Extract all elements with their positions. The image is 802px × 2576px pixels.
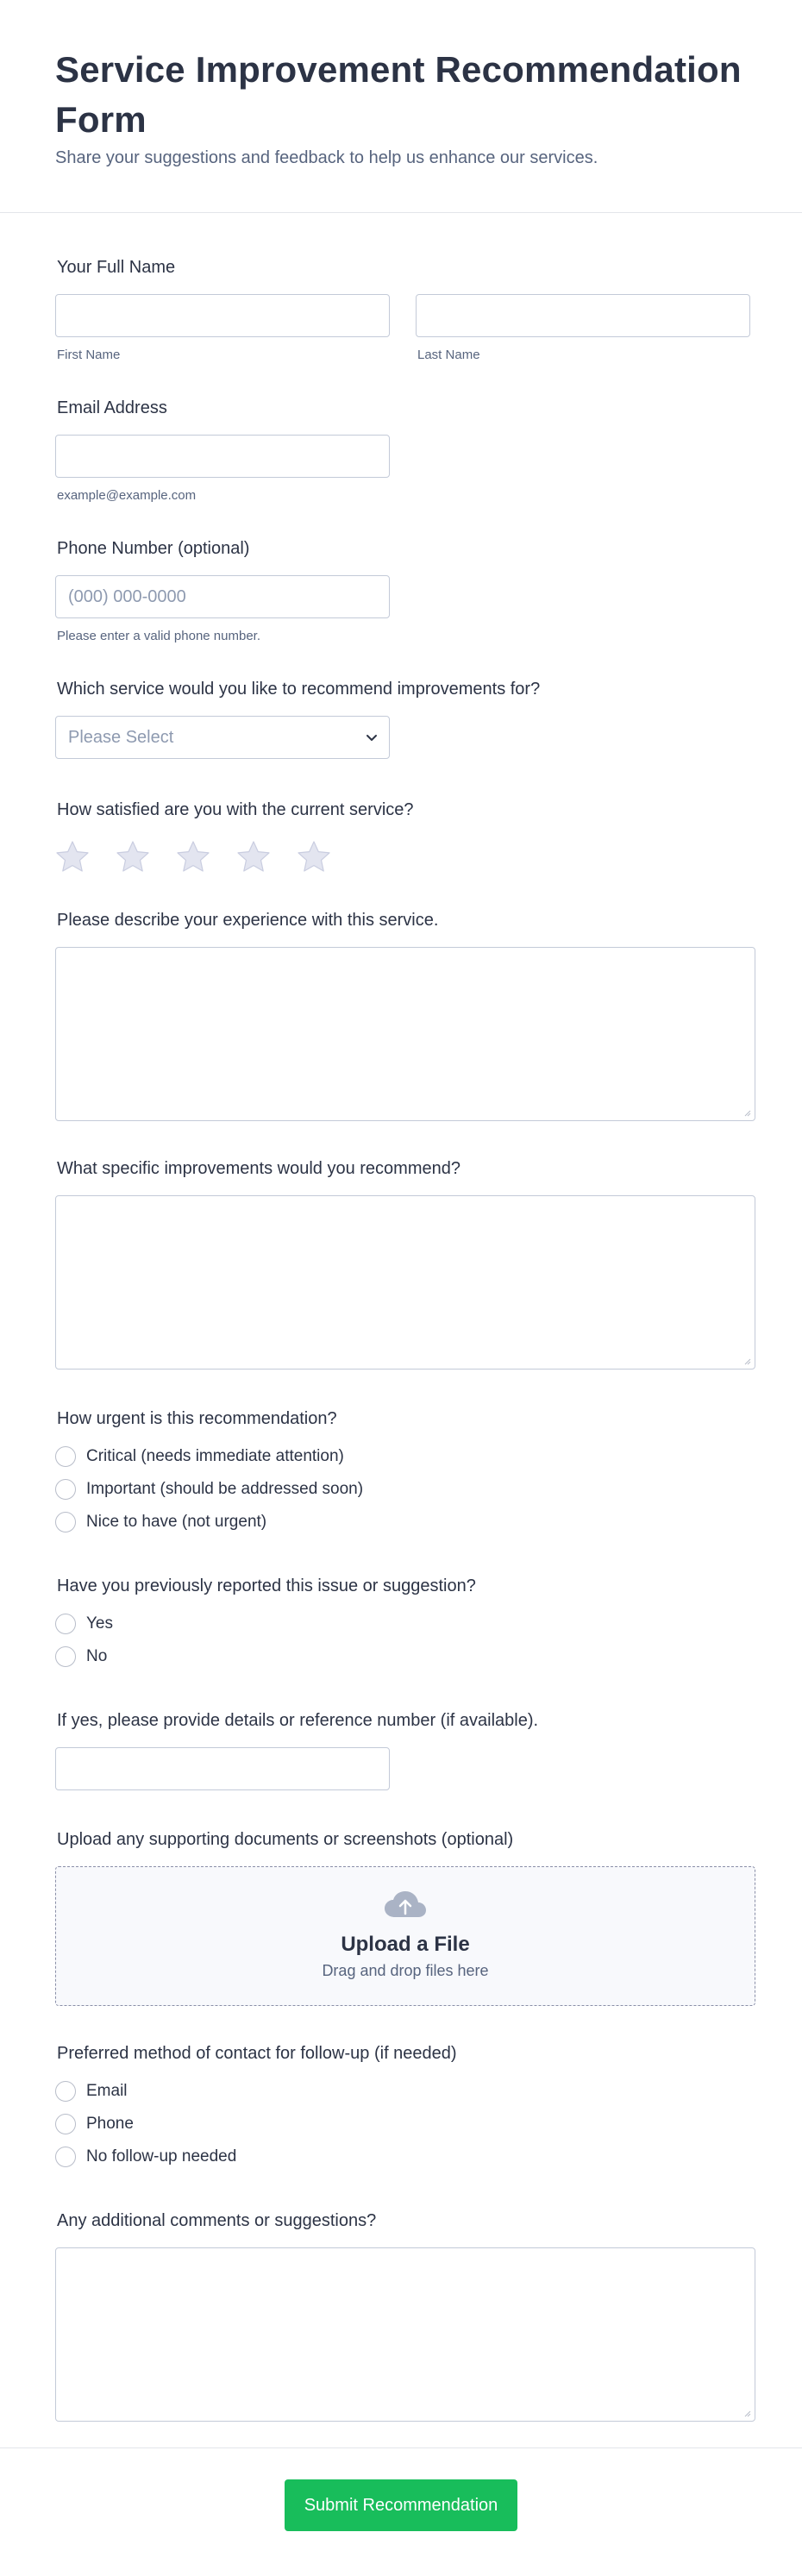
phone-input[interactable] bbox=[55, 575, 390, 618]
radio-button[interactable] bbox=[55, 1479, 76, 1500]
urgency-field bbox=[55, 1407, 747, 1539]
radio-label: Critical (needs immediate attention) bbox=[86, 1447, 344, 1465]
comments-field bbox=[55, 2209, 747, 2422]
radio-label: Yes bbox=[86, 1614, 113, 1633]
star-rating bbox=[55, 840, 747, 874]
satisfaction-field bbox=[55, 799, 747, 874]
email-field bbox=[55, 397, 747, 503]
last-name-input[interactable] bbox=[416, 294, 750, 337]
upload-subtitle: Drag and drop files here bbox=[322, 1962, 489, 1979]
contact-option-phone[interactable] bbox=[55, 2108, 747, 2140]
form-subtitle: Share your suggestions and feedback to help us enhance our services. bbox=[55, 148, 598, 167]
phone-sublabel: Please enter a valid phone number. bbox=[57, 629, 260, 643]
contact-method-label: Preferred method of contact for follow-up (if needed) bbox=[57, 2044, 457, 2063]
star-icon[interactable] bbox=[236, 840, 271, 874]
form-header bbox=[0, 0, 802, 213]
reference-label: If yes, please provide details or reference number (if available). bbox=[57, 1711, 539, 1730]
form-body bbox=[0, 213, 802, 2422]
form-footer bbox=[0, 2448, 802, 2531]
radio-label: Important (should be addressed soon) bbox=[86, 1480, 364, 1498]
form-title: Service Improvement Recommendation Form bbox=[55, 49, 742, 140]
radio-label: Nice to have (not urgent) bbox=[86, 1513, 267, 1531]
last-name-group bbox=[416, 294, 750, 362]
urgency-option-critical[interactable] bbox=[55, 1440, 747, 1473]
radio-button[interactable] bbox=[55, 1614, 76, 1634]
radio-label: No follow-up needed bbox=[86, 2147, 237, 2165]
star-icon[interactable] bbox=[116, 840, 150, 874]
radio-button[interactable] bbox=[55, 1646, 76, 1667]
urgency-label: How urgent is this recommendation? bbox=[57, 1409, 337, 1428]
reference-input[interactable] bbox=[55, 1747, 390, 1790]
upload-field bbox=[55, 1828, 747, 2006]
contact-option-no-follow-up[interactable] bbox=[55, 2140, 747, 2173]
contact-option-email[interactable] bbox=[55, 2075, 747, 2108]
comments-label: Any additional comments or suggestions? bbox=[57, 2211, 377, 2230]
improvements-textarea[interactable] bbox=[55, 1195, 755, 1369]
previously-reported-label: Have you previously reported this issue or suggestion? bbox=[57, 1576, 476, 1595]
first-name-group bbox=[55, 294, 390, 362]
radio-label: Phone bbox=[86, 2115, 134, 2133]
star-icon[interactable] bbox=[55, 840, 90, 874]
radio-label: Email bbox=[86, 2082, 128, 2100]
full-name-field bbox=[55, 256, 747, 362]
radio-label: No bbox=[86, 1647, 108, 1665]
phone-field bbox=[55, 537, 747, 643]
email-input[interactable] bbox=[55, 435, 390, 478]
service-select[interactable] bbox=[55, 716, 390, 759]
email-sublabel: example@example.com bbox=[57, 488, 197, 503]
service-label: Which service would you like to recommend improvements for? bbox=[57, 680, 541, 699]
resize-handle-icon[interactable] bbox=[742, 1357, 751, 1365]
contact-method-options bbox=[55, 2075, 747, 2173]
radio-button[interactable] bbox=[55, 2114, 76, 2134]
radio-button[interactable] bbox=[55, 1446, 76, 1467]
star-icon[interactable] bbox=[176, 840, 210, 874]
comments-textarea[interactable] bbox=[55, 2247, 755, 2422]
urgency-option-important[interactable] bbox=[55, 1473, 747, 1506]
improvements-label: What specific improvements would you recommend? bbox=[57, 1159, 461, 1178]
experience-label: Please describe your experience with this service. bbox=[57, 911, 439, 930]
service-field bbox=[55, 678, 747, 759]
last-name-sublabel: Last Name bbox=[417, 348, 480, 362]
service-select-value: Please Select bbox=[55, 716, 390, 759]
submit-button[interactable]: Submit Recommendation bbox=[285, 2479, 517, 2531]
first-name-sublabel: First Name bbox=[57, 348, 121, 362]
urgency-option-nice-to-have[interactable] bbox=[55, 1506, 747, 1539]
resize-handle-icon[interactable] bbox=[742, 2409, 751, 2417]
radio-button[interactable] bbox=[55, 2081, 76, 2102]
urgency-options bbox=[55, 1440, 747, 1539]
full-name-row bbox=[55, 294, 747, 362]
file-dropzone[interactable] bbox=[55, 1866, 755, 2006]
reference-field bbox=[55, 1709, 747, 1790]
radio-button[interactable] bbox=[55, 2147, 76, 2167]
phone-label: Phone Number (optional) bbox=[57, 539, 250, 558]
satisfaction-label: How satisfied are you with the current service? bbox=[57, 800, 414, 819]
previously-reported-option-no[interactable] bbox=[55, 1640, 747, 1673]
previously-reported-options bbox=[55, 1608, 747, 1673]
experience-textarea[interactable] bbox=[55, 947, 755, 1121]
first-name-input[interactable] bbox=[55, 294, 390, 337]
upload-label: Upload any supporting documents or screenshots (optional) bbox=[57, 1830, 514, 1849]
improvements-field bbox=[55, 1157, 747, 1369]
previously-reported-field bbox=[55, 1575, 747, 1673]
experience-field bbox=[55, 909, 747, 1121]
resize-handle-icon[interactable] bbox=[742, 1108, 751, 1117]
contact-method-field bbox=[55, 2042, 747, 2173]
cloud-upload-icon bbox=[383, 1890, 428, 1921]
email-label: Email Address bbox=[57, 398, 167, 417]
radio-button[interactable] bbox=[55, 1512, 76, 1532]
full-name-label: Your Full Name bbox=[57, 258, 176, 277]
chevron-down-icon bbox=[364, 730, 379, 745]
star-icon[interactable] bbox=[297, 840, 331, 874]
previously-reported-option-yes[interactable] bbox=[55, 1608, 747, 1640]
upload-title: Upload a File bbox=[341, 1933, 470, 1956]
